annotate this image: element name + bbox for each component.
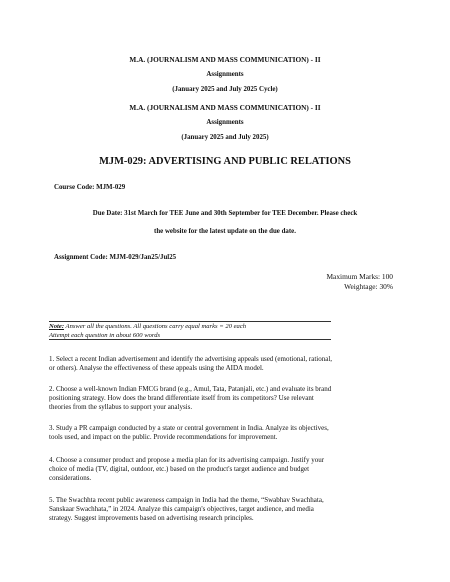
assignment-code: Assignment Code: MJM-029/Jan25/Jul25 — [54, 254, 177, 261]
question-1 — [49, 355, 401, 373]
course-title: MJM-029: ADVERTISING AND PUBLIC RELATIONS — [99, 156, 351, 167]
cycle-label-2: (January 2025 and July 2025) — [181, 134, 269, 141]
question-line: considerations. — [49, 474, 92, 483]
question-line: 3. Study a PR campaign conducted by a state or central government in India. Analyze its objectives, — [49, 424, 329, 432]
program-heading-1: M.A. (JOURNALISM AND MASS COMMUNICATION) - II — [129, 55, 321, 64]
weightage: Weightage: 30% — [344, 282, 393, 291]
question-line: Sanskaar Swachhata,” in 2024. Analyze this campaign's objectives, target audience, and media — [49, 505, 314, 514]
note-line-2: Attempt each question in about 600 words — [49, 331, 161, 339]
question-line: 1. Select a recent Indian advertisement and identify the advertising appeals used (emotional, rational, — [49, 355, 333, 363]
note-line-1 — [49, 323, 331, 332]
question-2 — [49, 385, 401, 413]
question-line: theories from the syllabus to support your analysis. — [49, 403, 193, 412]
question-5 — [49, 496, 401, 524]
course-code: Course Code: MJM-029 — [54, 184, 126, 191]
program-heading-2: M.A. (JOURNALISM AND MASS COMMUNICATION) - II — [129, 103, 321, 112]
assignments-label-2: Assignments — [206, 119, 244, 126]
question-4 — [49, 456, 401, 484]
cycle-label-1: (January 2025 and July 2025 Cycle) — [172, 86, 278, 93]
max-marks: Maximum Marks: 100 — [326, 272, 393, 281]
question-line: 2. Choose a well-known Indian FMCG brand (e.g., Amul, Tata, Patanjali, etc.) and evaluate its brand — [49, 385, 332, 393]
question-line: 4. Choose a consumer product and propose a media plan for its advertising campaign. Justify your — [49, 456, 325, 464]
question-line: positioning strategy. How does the brand differentiate itself from its competitors? Use relevant — [49, 394, 314, 403]
question-line: or others). Analyse the effectiveness of these appeals using the AIDA model. — [49, 364, 264, 373]
question-3 — [49, 424, 401, 442]
question-line: choice of media (TV, digital, outdoor, etc.) based on the product's target audience and budget — [49, 465, 310, 474]
due-date-line-1: Due Date: 31st March for TEE June and 30th September for TEE December. Please check — [92, 210, 358, 217]
note-box — [49, 321, 331, 340]
note-label: Note: — [49, 323, 65, 330]
due-date-line-2: the website for the latest update on the due date. — [154, 228, 296, 235]
question-line: tools used, and impact on the public. Provide recommendations for improvement. — [49, 433, 278, 442]
assignments-label-1: Assignments — [206, 71, 244, 78]
note-text-1: Answer all the questions. All questions carry equal marks = 20 each — [64, 323, 247, 330]
question-line: 5. The Swachhta recent public awareness campaign in India had the theme, “Swabhav Swachhata, — [49, 496, 324, 504]
question-line: strategy. Suggest improvements based on advertising research principles. — [49, 514, 254, 523]
